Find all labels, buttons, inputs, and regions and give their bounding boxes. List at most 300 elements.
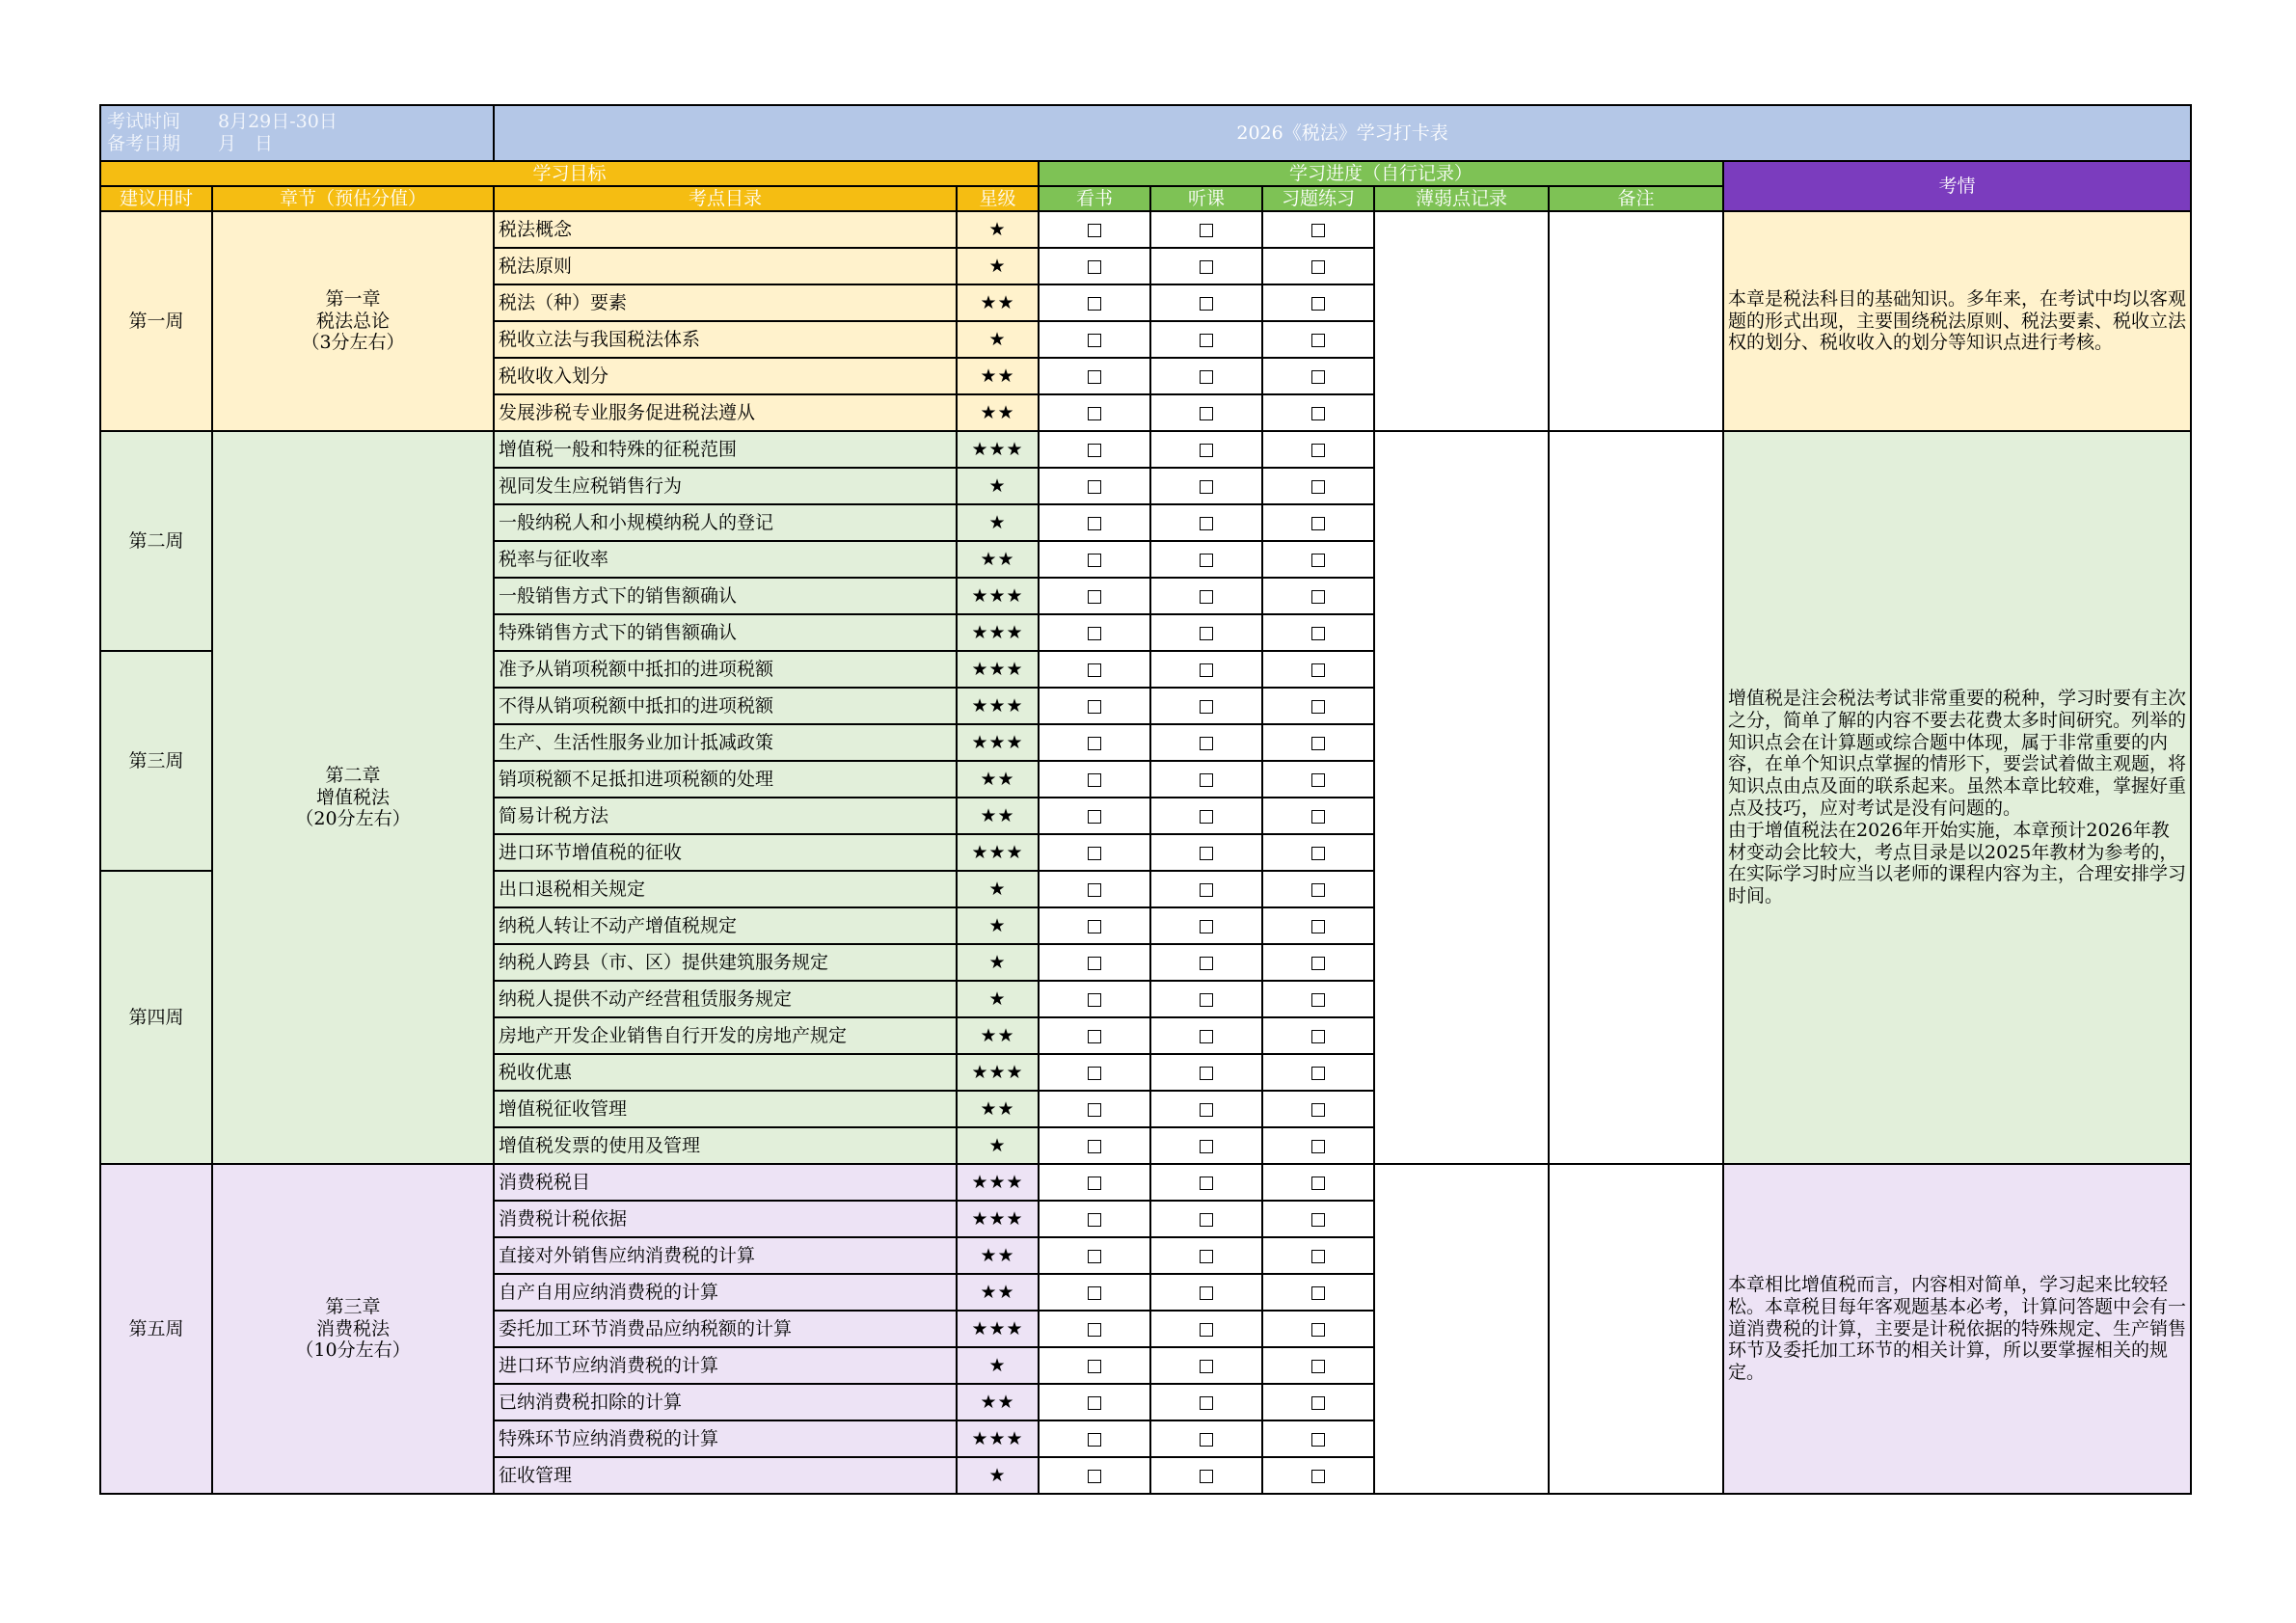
listen-checkbox-cell: [1150, 944, 1262, 981]
listen-checkbox[interactable]: [1200, 663, 1213, 677]
read-checkbox[interactable]: [1088, 810, 1101, 824]
read-checkbox[interactable]: [1088, 1396, 1101, 1410]
practice-checkbox[interactable]: [1311, 480, 1325, 494]
star-rating: ★★: [957, 761, 1039, 798]
read-checkbox[interactable]: [1088, 1030, 1101, 1043]
listen-checkbox[interactable]: [1200, 1213, 1213, 1227]
listen-checkbox-cell: [1150, 1091, 1262, 1127]
listen-checkbox-cell: [1150, 688, 1262, 724]
study-progress-header: 学习进度（自行记录）: [1039, 161, 1723, 186]
listen-checkbox[interactable]: [1200, 1177, 1213, 1190]
read-checkbox[interactable]: [1088, 920, 1101, 933]
read-checkbox[interactable]: [1088, 1067, 1101, 1080]
remark-field[interactable]: [1549, 1164, 1723, 1494]
listen-checkbox-cell: [1150, 761, 1262, 798]
star-rating: ★★★: [957, 834, 1039, 871]
practice-checkbox-cell: [1262, 944, 1374, 981]
read-checkbox-cell: [1039, 907, 1150, 944]
listen-checkbox[interactable]: [1200, 1286, 1213, 1300]
listen-checkbox[interactable]: [1200, 737, 1213, 750]
practice-checkbox[interactable]: [1311, 407, 1325, 420]
weak-points-field[interactable]: [1374, 431, 1549, 1164]
read-checkbox-cell: [1039, 1017, 1150, 1054]
read-checkbox[interactable]: [1088, 663, 1101, 677]
topic-cell: 一般销售方式下的销售额确认: [494, 578, 957, 614]
topic-cell: 特殊环节应纳消费税的计算: [494, 1420, 957, 1457]
chapter-score: （10分左右）: [295, 1339, 411, 1362]
practice-checkbox-cell: [1262, 1457, 1374, 1494]
read-checkbox-cell: [1039, 798, 1150, 834]
star-rating: ★: [957, 907, 1039, 944]
practice-checkbox[interactable]: [1311, 1103, 1325, 1117]
practice-checkbox-cell: [1262, 541, 1374, 578]
table-row: [100, 1164, 2191, 1201]
practice-checkbox[interactable]: [1311, 1213, 1325, 1227]
read-checkbox-cell: [1039, 394, 1150, 431]
practice-checkbox[interactable]: [1311, 1323, 1325, 1337]
practice-checkbox[interactable]: [1311, 444, 1325, 457]
listen-checkbox-cell: [1150, 321, 1262, 358]
read-checkbox[interactable]: [1088, 1323, 1101, 1337]
topic-cell: 生产、生活性服务业加计抵减政策: [494, 724, 957, 761]
practice-checkbox[interactable]: [1311, 370, 1325, 384]
chapter-name-line2: 增值税法: [315, 786, 390, 808]
read-checkbox[interactable]: [1088, 700, 1101, 714]
topic-cell: 税法（种）要素: [494, 284, 957, 321]
topic-cell: 税法概念: [494, 211, 957, 248]
read-checkbox[interactable]: [1088, 1433, 1101, 1447]
chapter-cell: [212, 431, 494, 1164]
read-checkbox[interactable]: [1088, 1286, 1101, 1300]
read-checkbox[interactable]: [1088, 260, 1101, 274]
star-rating: ★★: [957, 1384, 1039, 1420]
read-checkbox-cell: [1039, 1420, 1150, 1457]
practice-checkbox-cell: [1262, 211, 1374, 248]
read-checkbox-cell: [1039, 578, 1150, 614]
listen-checkbox[interactable]: [1200, 590, 1213, 604]
read-checkbox-cell: [1039, 614, 1150, 651]
col-header-remark: 备注: [1549, 186, 1723, 211]
read-checkbox[interactable]: [1088, 407, 1101, 420]
read-checkbox[interactable]: [1088, 334, 1101, 347]
exam-time-label: 考试时间: [107, 111, 181, 133]
practice-checkbox[interactable]: [1311, 810, 1325, 824]
listen-checkbox-cell: [1150, 1347, 1262, 1384]
read-checkbox-cell: [1039, 981, 1150, 1017]
practice-checkbox-cell: [1262, 431, 1374, 468]
read-checkbox[interactable]: [1088, 737, 1101, 750]
listen-checkbox-cell: [1150, 981, 1262, 1017]
read-checkbox[interactable]: [1088, 1177, 1101, 1190]
chapter-score: （20分左右）: [295, 808, 411, 830]
col-header-week: 建议用时: [100, 186, 212, 211]
read-checkbox-cell: [1039, 1164, 1150, 1201]
practice-checkbox-cell: [1262, 1274, 1374, 1311]
read-checkbox-cell: [1039, 761, 1150, 798]
practice-checkbox[interactable]: [1311, 590, 1325, 604]
star-rating: ★★★: [957, 651, 1039, 688]
practice-checkbox-cell: [1262, 284, 1374, 321]
kaoqing-header: 考情: [1723, 161, 2191, 211]
col-header-listen: 听课: [1150, 186, 1262, 211]
practice-checkbox-cell: [1262, 688, 1374, 724]
read-checkbox[interactable]: [1088, 773, 1101, 787]
practice-checkbox[interactable]: [1311, 334, 1325, 347]
star-rating: ★: [957, 248, 1039, 284]
read-checkbox-cell: [1039, 248, 1150, 284]
col-header-read: 看书: [1039, 186, 1150, 211]
read-checkbox[interactable]: [1088, 1213, 1101, 1227]
listen-checkbox[interactable]: [1200, 957, 1213, 970]
practice-checkbox-cell: [1262, 651, 1374, 688]
listen-checkbox[interactable]: [1200, 883, 1213, 897]
listen-checkbox[interactable]: [1200, 773, 1213, 787]
listen-checkbox[interactable]: [1200, 1067, 1213, 1080]
listen-checkbox[interactable]: [1200, 334, 1213, 347]
listen-checkbox[interactable]: [1200, 700, 1213, 714]
practice-checkbox-cell: [1262, 1091, 1374, 1127]
prep-date-value[interactable]: 月 日: [218, 133, 274, 154]
read-checkbox[interactable]: [1088, 480, 1101, 494]
chapter-score: （3分左右）: [301, 332, 405, 354]
practice-checkbox[interactable]: [1311, 1140, 1325, 1153]
topic-cell: 出口退税相关规定: [494, 871, 957, 907]
practice-checkbox[interactable]: [1311, 1067, 1325, 1080]
read-checkbox-cell: [1039, 284, 1150, 321]
practice-checkbox[interactable]: [1311, 700, 1325, 714]
practice-checkbox-cell: [1262, 614, 1374, 651]
star-rating: ★★★: [957, 578, 1039, 614]
read-checkbox-cell: [1039, 541, 1150, 578]
listen-checkbox[interactable]: [1200, 1140, 1213, 1153]
topic-cell: 增值税一般和特殊的征税范围: [494, 431, 957, 468]
listen-checkbox-cell: [1150, 1311, 1262, 1347]
listen-checkbox[interactable]: [1200, 224, 1213, 237]
topic-cell: 税率与征收率: [494, 541, 957, 578]
weak-points-field[interactable]: [1374, 1164, 1549, 1494]
practice-checkbox-cell: [1262, 248, 1374, 284]
star-rating: ★★: [957, 284, 1039, 321]
listen-checkbox[interactable]: [1200, 1323, 1213, 1337]
kaoqing-note: 本章相比增值税而言，内容相对简单，学习起来比较轻松。本章税目每年客观题基本必考，计算问答题中会有一道消费税的计算，主要是计税依据的特殊规定、生产销售环节及委托加工环节的相关计算，所以要掌握相关的规定。: [1723, 1164, 2191, 1494]
topic-cell: 纳税人提供不动产经营租赁服务规定: [494, 981, 957, 1017]
practice-checkbox-cell: [1262, 1237, 1374, 1274]
topic-cell: 税收收入划分: [494, 358, 957, 394]
read-checkbox[interactable]: [1088, 1140, 1101, 1153]
listen-checkbox[interactable]: [1200, 1396, 1213, 1410]
listen-checkbox[interactable]: [1200, 920, 1213, 933]
exam-time-value: 8月29日-30日: [218, 111, 338, 133]
read-checkbox-cell: [1039, 1237, 1150, 1274]
listen-checkbox-cell: [1150, 614, 1262, 651]
read-checkbox-cell: [1039, 504, 1150, 541]
study-checkin-sheet: [99, 104, 2192, 1495]
topic-cell: 简易计税方法: [494, 798, 957, 834]
read-checkbox[interactable]: [1088, 1103, 1101, 1117]
star-rating: ★★★: [957, 1420, 1039, 1457]
read-checkbox[interactable]: [1088, 517, 1101, 530]
listen-checkbox[interactable]: [1200, 1360, 1213, 1373]
listen-checkbox[interactable]: [1200, 1470, 1213, 1483]
listen-checkbox[interactable]: [1200, 297, 1213, 311]
exam-info-cell: [100, 105, 494, 161]
star-rating: ★★: [957, 541, 1039, 578]
listen-checkbox-cell: [1150, 1274, 1262, 1311]
practice-checkbox[interactable]: [1311, 627, 1325, 640]
topic-cell: 增值税发票的使用及管理: [494, 1127, 957, 1164]
topic-cell: 纳税人跨县（市、区）提供建筑服务规定: [494, 944, 957, 981]
star-rating: ★★★: [957, 1311, 1039, 1347]
listen-checkbox-cell: [1150, 1164, 1262, 1201]
read-checkbox[interactable]: [1088, 590, 1101, 604]
chapter-name-line2: 税法总论: [315, 310, 390, 332]
chapter-name-line1: 第三章: [325, 1295, 381, 1317]
listen-checkbox[interactable]: [1200, 260, 1213, 274]
listen-checkbox-cell: [1150, 871, 1262, 907]
read-checkbox-cell: [1039, 944, 1150, 981]
topic-cell: 消费税计税依据: [494, 1201, 957, 1237]
topic-cell: 纳税人转让不动产增值税规定: [494, 907, 957, 944]
read-checkbox-cell: [1039, 1274, 1150, 1311]
topic-cell: 消费税税目: [494, 1164, 957, 1201]
practice-checkbox-cell: [1262, 834, 1374, 871]
practice-checkbox[interactable]: [1311, 554, 1325, 567]
listen-checkbox-cell: [1150, 724, 1262, 761]
practice-checkbox[interactable]: [1311, 1250, 1325, 1263]
star-rating: ★★★: [957, 1201, 1039, 1237]
read-checkbox[interactable]: [1088, 883, 1101, 897]
topic-cell: 税法原则: [494, 248, 957, 284]
star-rating: ★: [957, 1457, 1039, 1494]
star-rating: ★: [957, 981, 1039, 1017]
read-checkbox[interactable]: [1088, 627, 1101, 640]
practice-checkbox-cell: [1262, 871, 1374, 907]
practice-checkbox[interactable]: [1311, 883, 1325, 897]
listen-checkbox[interactable]: [1200, 847, 1213, 860]
week-cell: 第二周: [100, 431, 212, 651]
topic-cell: 进口环节增值税的征收: [494, 834, 957, 871]
chapter-cell: [212, 1164, 494, 1494]
practice-checkbox-cell: [1262, 761, 1374, 798]
read-checkbox-cell: [1039, 321, 1150, 358]
star-rating: ★★: [957, 798, 1039, 834]
read-checkbox-cell: [1039, 1457, 1150, 1494]
topic-cell: 销项税额不足抵扣进项税额的处理: [494, 761, 957, 798]
listen-checkbox[interactable]: [1200, 554, 1213, 567]
practice-checkbox-cell: [1262, 321, 1374, 358]
practice-checkbox-cell: [1262, 1054, 1374, 1091]
topic-cell: 税收立法与我国税法体系: [494, 321, 957, 358]
read-checkbox[interactable]: [1088, 444, 1101, 457]
topic-cell: 税收优惠: [494, 1054, 957, 1091]
prep-date-label: 备考日期: [107, 133, 181, 154]
kaoqing-note: 增值税是注会税法考试非常重要的税种，学习时要有主次之分，简单了解的内容不要去花费太多时间研究。列举的知识点会在计算题或综合题中体现，属于非常重要的内容，在单个知识点掌握的情形下，要尝试着做主观题，将知识点由点及面的联系起来。虽然本章比较难，掌握好重点及技巧，应对考试是没有问题的。 由于增值税法在2026年开始实施，本章预计2026年教材变动会比较大，考点目录是以2025年教材为参考的，在实际学习时应当以老师的课程内容为主，合理安排学习时间。: [1723, 431, 2191, 1164]
listen-checkbox[interactable]: [1200, 370, 1213, 384]
star-rating: ★★★: [957, 614, 1039, 651]
listen-checkbox-cell: [1150, 211, 1262, 248]
read-checkbox-cell: [1039, 688, 1150, 724]
listen-checkbox-cell: [1150, 248, 1262, 284]
listen-checkbox[interactable]: [1200, 1433, 1213, 1447]
practice-checkbox-cell: [1262, 578, 1374, 614]
read-checkbox-cell: [1039, 834, 1150, 871]
listen-checkbox-cell: [1150, 1201, 1262, 1237]
practice-checkbox[interactable]: [1311, 260, 1325, 274]
star-rating: ★★★: [957, 688, 1039, 724]
practice-checkbox[interactable]: [1311, 663, 1325, 677]
practice-checkbox-cell: [1262, 394, 1374, 431]
star-rating: ★★★: [957, 724, 1039, 761]
star-rating: ★★: [957, 1237, 1039, 1274]
star-rating: ★★: [957, 1017, 1039, 1054]
listen-checkbox-cell: [1150, 798, 1262, 834]
topic-cell: 委托加工环节消费品应纳税额的计算: [494, 1311, 957, 1347]
chapter-cell: [212, 211, 494, 431]
topic-cell: 自产自用应纳消费税的计算: [494, 1274, 957, 1311]
practice-checkbox-cell: [1262, 907, 1374, 944]
star-rating: ★: [957, 871, 1039, 907]
topic-cell: 不得从销项税额中抵扣的进项税额: [494, 688, 957, 724]
col-header-stars: 星级: [957, 186, 1039, 211]
listen-checkbox[interactable]: [1200, 627, 1213, 640]
practice-checkbox[interactable]: [1311, 920, 1325, 933]
topic-cell: 一般纳税人和小规模纳税人的登记: [494, 504, 957, 541]
star-rating: ★: [957, 321, 1039, 358]
practice-checkbox[interactable]: [1311, 1470, 1325, 1483]
practice-checkbox[interactable]: [1311, 847, 1325, 860]
listen-checkbox-cell: [1150, 468, 1262, 504]
chapter-name-line1: 第一章: [325, 287, 381, 310]
listen-checkbox-cell: [1150, 1127, 1262, 1164]
star-rating: ★: [957, 468, 1039, 504]
listen-checkbox-cell: [1150, 651, 1262, 688]
read-checkbox[interactable]: [1088, 554, 1101, 567]
kaoqing-note: 本章是税法科目的基础知识。多年来，在考试中均以客观题的形式出现，主要围绕税法原则、税法要素、税收立法权的划分、税收收入的划分等知识点进行考核。: [1723, 211, 2191, 431]
read-checkbox[interactable]: [1088, 1360, 1101, 1373]
practice-checkbox-cell: [1262, 1347, 1374, 1384]
listen-checkbox[interactable]: [1200, 810, 1213, 824]
week-cell: 第四周: [100, 871, 212, 1164]
star-rating: ★: [957, 211, 1039, 248]
week-cell: 第三周: [100, 651, 212, 871]
topic-cell: 特殊销售方式下的销售额确认: [494, 614, 957, 651]
practice-checkbox[interactable]: [1311, 1360, 1325, 1373]
listen-checkbox-cell: [1150, 541, 1262, 578]
practice-checkbox-cell: [1262, 1017, 1374, 1054]
star-rating: ★★★: [957, 1054, 1039, 1091]
practice-checkbox[interactable]: [1311, 993, 1325, 1007]
read-checkbox-cell: [1039, 1347, 1150, 1384]
topic-cell: 进口环节应纳消费税的计算: [494, 1347, 957, 1384]
read-checkbox-cell: [1039, 211, 1150, 248]
listen-checkbox-cell: [1150, 834, 1262, 871]
read-checkbox[interactable]: [1088, 957, 1101, 970]
weak-points-field[interactable]: [1374, 211, 1549, 431]
practice-checkbox[interactable]: [1311, 297, 1325, 311]
star-rating: ★★★: [957, 1164, 1039, 1201]
week-cell: 第一周: [100, 211, 212, 431]
practice-checkbox-cell: [1262, 1311, 1374, 1347]
read-checkbox-cell: [1039, 1201, 1150, 1237]
practice-checkbox[interactable]: [1311, 1177, 1325, 1190]
practice-checkbox[interactable]: [1311, 773, 1325, 787]
listen-checkbox-cell: [1150, 1237, 1262, 1274]
listen-checkbox[interactable]: [1200, 1250, 1213, 1263]
listen-checkbox[interactable]: [1200, 993, 1213, 1007]
read-checkbox[interactable]: [1088, 847, 1101, 860]
practice-checkbox[interactable]: [1311, 737, 1325, 750]
practice-checkbox-cell: [1262, 798, 1374, 834]
topic-cell: 直接对外销售应纳消费税的计算: [494, 1237, 957, 1274]
practice-checkbox-cell: [1262, 1201, 1374, 1237]
read-checkbox-cell: [1039, 1127, 1150, 1164]
star-rating: ★: [957, 944, 1039, 981]
listen-checkbox-cell: [1150, 394, 1262, 431]
read-checkbox[interactable]: [1088, 1470, 1101, 1483]
listen-checkbox[interactable]: [1200, 480, 1213, 494]
practice-checkbox[interactable]: [1311, 1433, 1325, 1447]
read-checkbox[interactable]: [1088, 1250, 1101, 1263]
practice-checkbox[interactable]: [1311, 1396, 1325, 1410]
practice-checkbox[interactable]: [1311, 957, 1325, 970]
table-row: [100, 431, 2191, 468]
col-header-chapter: 章节（预估分值）: [212, 186, 494, 211]
read-checkbox-cell: [1039, 1091, 1150, 1127]
page-title: 2026《税法》学习打卡表: [494, 105, 2191, 161]
listen-checkbox-cell: [1150, 1420, 1262, 1457]
topic-cell: 征收管理: [494, 1457, 957, 1494]
col-header-practice: 习题练习: [1262, 186, 1374, 211]
listen-checkbox-cell: [1150, 907, 1262, 944]
star-rating: ★: [957, 1127, 1039, 1164]
read-checkbox-cell: [1039, 1054, 1150, 1091]
read-checkbox-cell: [1039, 468, 1150, 504]
star-rating: ★: [957, 504, 1039, 541]
topic-cell: 视同发生应税销售行为: [494, 468, 957, 504]
practice-checkbox[interactable]: [1311, 1286, 1325, 1300]
read-checkbox[interactable]: [1088, 993, 1101, 1007]
practice-checkbox[interactable]: [1311, 224, 1325, 237]
week-cell: 第五周: [100, 1164, 212, 1494]
col-header-weak-points: 薄弱点记录: [1374, 186, 1549, 211]
remark-field[interactable]: [1549, 431, 1723, 1164]
read-checkbox[interactable]: [1088, 224, 1101, 237]
listen-checkbox-cell: [1150, 358, 1262, 394]
practice-checkbox[interactable]: [1311, 1030, 1325, 1043]
listen-checkbox[interactable]: [1200, 444, 1213, 457]
practice-checkbox-cell: [1262, 504, 1374, 541]
table-row: [100, 211, 2191, 248]
topic-cell: 增值税征收管理: [494, 1091, 957, 1127]
star-rating: ★★: [957, 358, 1039, 394]
read-checkbox[interactable]: [1088, 370, 1101, 384]
practice-checkbox-cell: [1262, 724, 1374, 761]
listen-checkbox[interactable]: [1200, 517, 1213, 530]
star-rating: ★★★: [957, 431, 1039, 468]
chapter-name-line1: 第二章: [325, 764, 381, 786]
practice-checkbox-cell: [1262, 981, 1374, 1017]
listen-checkbox[interactable]: [1200, 1030, 1213, 1043]
listen-checkbox[interactable]: [1200, 1103, 1213, 1117]
listen-checkbox-cell: [1150, 284, 1262, 321]
listen-checkbox[interactable]: [1200, 407, 1213, 420]
study-goal-header: 学习目标: [100, 161, 1039, 186]
practice-checkbox[interactable]: [1311, 517, 1325, 530]
listen-checkbox-cell: [1150, 431, 1262, 468]
practice-checkbox-cell: [1262, 1420, 1374, 1457]
read-checkbox[interactable]: [1088, 297, 1101, 311]
remark-field[interactable]: [1549, 211, 1723, 431]
